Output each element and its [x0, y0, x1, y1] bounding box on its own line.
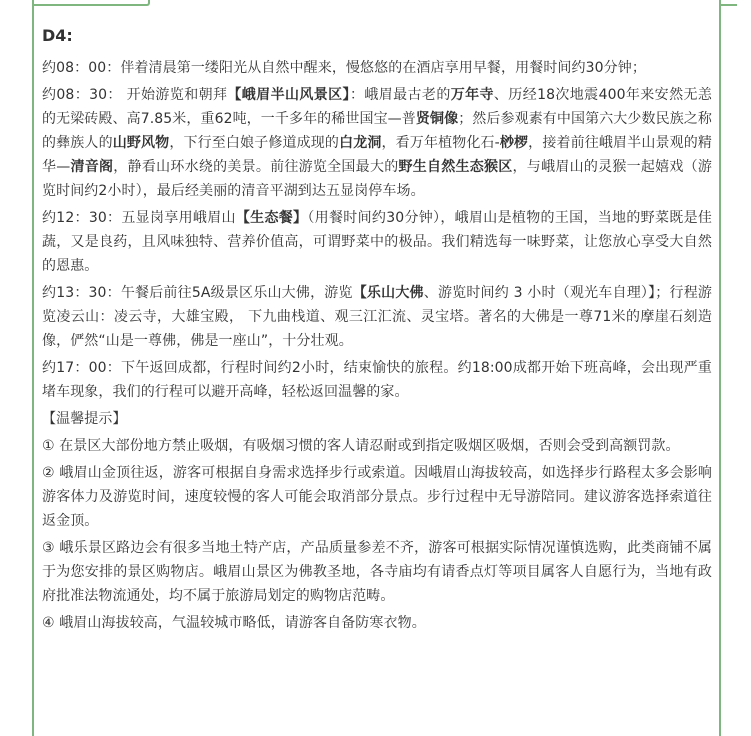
frame-top-left-ornament [32, 0, 150, 6]
itinerary-paragraph [42, 434, 712, 458]
highlight-text: 【乐山大佛 [352, 285, 424, 301]
paragraph-text: ，接着前往峨眉半山景观的精华— [42, 135, 713, 175]
paragraph-text: ① 在景区大部份地方禁止吸烟，有吸烟习惯的客人请忍耐或到指定吸烟区吸烟，否则会受到高额罚款。 [42, 438, 680, 454]
itinerary-paragraph [42, 407, 712, 431]
itinerary-paragraph [42, 536, 712, 608]
paragraph-text: ：峨眉最古老的 [349, 87, 451, 103]
itinerary-paragraphs [42, 56, 712, 635]
paragraph-text: 【温馨提示】 [42, 411, 127, 427]
paragraph-text: 约08：00：伴着清晨第一缕阳光从自然中醒来，慢悠悠的在酒店享用早餐，用餐时间约30分钟； [42, 60, 646, 76]
paragraph-text: 约12：30：五显岗享用峨眉山 [42, 210, 236, 226]
itinerary-paragraph [42, 356, 712, 404]
itinerary-content [42, 24, 712, 638]
paragraph-text: ④ 峨眉山海拔较高，气温较城市略低，请游客自备防寒衣物。 [42, 615, 426, 631]
itinerary-paragraph [42, 56, 712, 80]
highlight-text: 【峨眉半山风景区】 [227, 87, 350, 103]
itinerary-paragraph [42, 83, 712, 203]
paragraph-text: ，下行至白娘子修道成现的 [169, 135, 340, 151]
paragraph-text: ；然后参观素有中国第六大少数民族之称的彝族人的 [42, 111, 713, 151]
paragraph-text: ② 峨眉山金顶往返，游客可根据自身需求选择步行或索道。因峨眉山海拔较高，如选择步行路程太多会影响游客体力及游览时间，速度较慢的客人可能会取消部分景点。步行过程中无导游陪同。建议游客选择索道往返金顶。 [42, 465, 712, 529]
frame-right-border [719, 0, 721, 736]
paragraph-text: 约13：30：午餐后前往5A级景区乐山大佛，游览 [42, 285, 353, 301]
highlight-text: 万年寺 [450, 87, 494, 103]
itinerary-paragraph [42, 611, 712, 635]
frame-left-border [32, 0, 34, 736]
itinerary-paragraph [42, 206, 712, 278]
highlight-text: 白龙洞 [339, 135, 382, 151]
highlight-text: 山野风物 [112, 135, 170, 151]
highlight-text: 野生自然生态猴区 [398, 159, 513, 175]
highlight-text: 贤铜像 [415, 111, 459, 127]
frame-top-right-ornament [721, 0, 737, 6]
paragraph-text: （用餐时间约30分钟），峨眉山是植物的王国，当地的野菜既是佳蔬，又是良药，且风味独特、营养价值高，可谓野菜中的极品。我们精选每一味野菜，让您放心享受大自然的恩惠。 [42, 210, 712, 274]
day-title: D4: [42, 26, 73, 45]
paragraph-text: 约08：30： 开始游览和朝拜 [42, 87, 228, 103]
paragraph-text: ③ 峨乐景区路边会有很多当地土特产店，产品质量参差不齐，游客可根据实际情况谨慎选购，此类商铺不属于为您安排的景区购物店。峨眉山景区为佛教圣地，各寺庙均有请香点灯等项目属客人自愿行为，当地有政府批准法物流通处，均不属于旅游局划定的购物店范畴。 [42, 540, 712, 604]
paragraph-text: 、游览时间约 3 小时（观光车自理）】；行程游览凌云山：凌云寺，大雄宝殿， 下九曲栈道、观三江汇流、灵宝塔。著名的大佛是一尊71米的摩崖石刻造像，俨然“山是一尊佛，佛是一座山”，十分壮观。 [42, 285, 713, 349]
paragraph-text: ，看万年植物化石- [381, 135, 500, 151]
paragraph-text: 约17：00：下午返回成都，行程时间约2小时，结束愉快的旅程。约18:00成都开始下班高峰，会出现严重堵车现象，我们的行程可以避开高峰，轻松返回温馨的家。 [42, 360, 712, 400]
paragraph-text: ，与峨眉山的灵猴一起嬉戏（游览时间约2小时），最后经美丽的清音平湖到达五显岗停车场。 [42, 159, 712, 199]
paragraph-text: ，静看山环水绕的美景。前往游览全国最大的 [113, 159, 399, 175]
paragraph-text: 、历经18次地震400年来安然无恙的无梁砖殿、高7.85米，重62吨，一千多年的稀世国宝—普 [42, 87, 712, 127]
highlight-text: 桫椤 [499, 135, 529, 151]
itinerary-paragraph [42, 461, 712, 533]
highlight-text: 【生态餐】 [235, 210, 308, 226]
highlight-text: 清音阁 [70, 159, 114, 175]
itinerary-paragraph [42, 281, 712, 353]
